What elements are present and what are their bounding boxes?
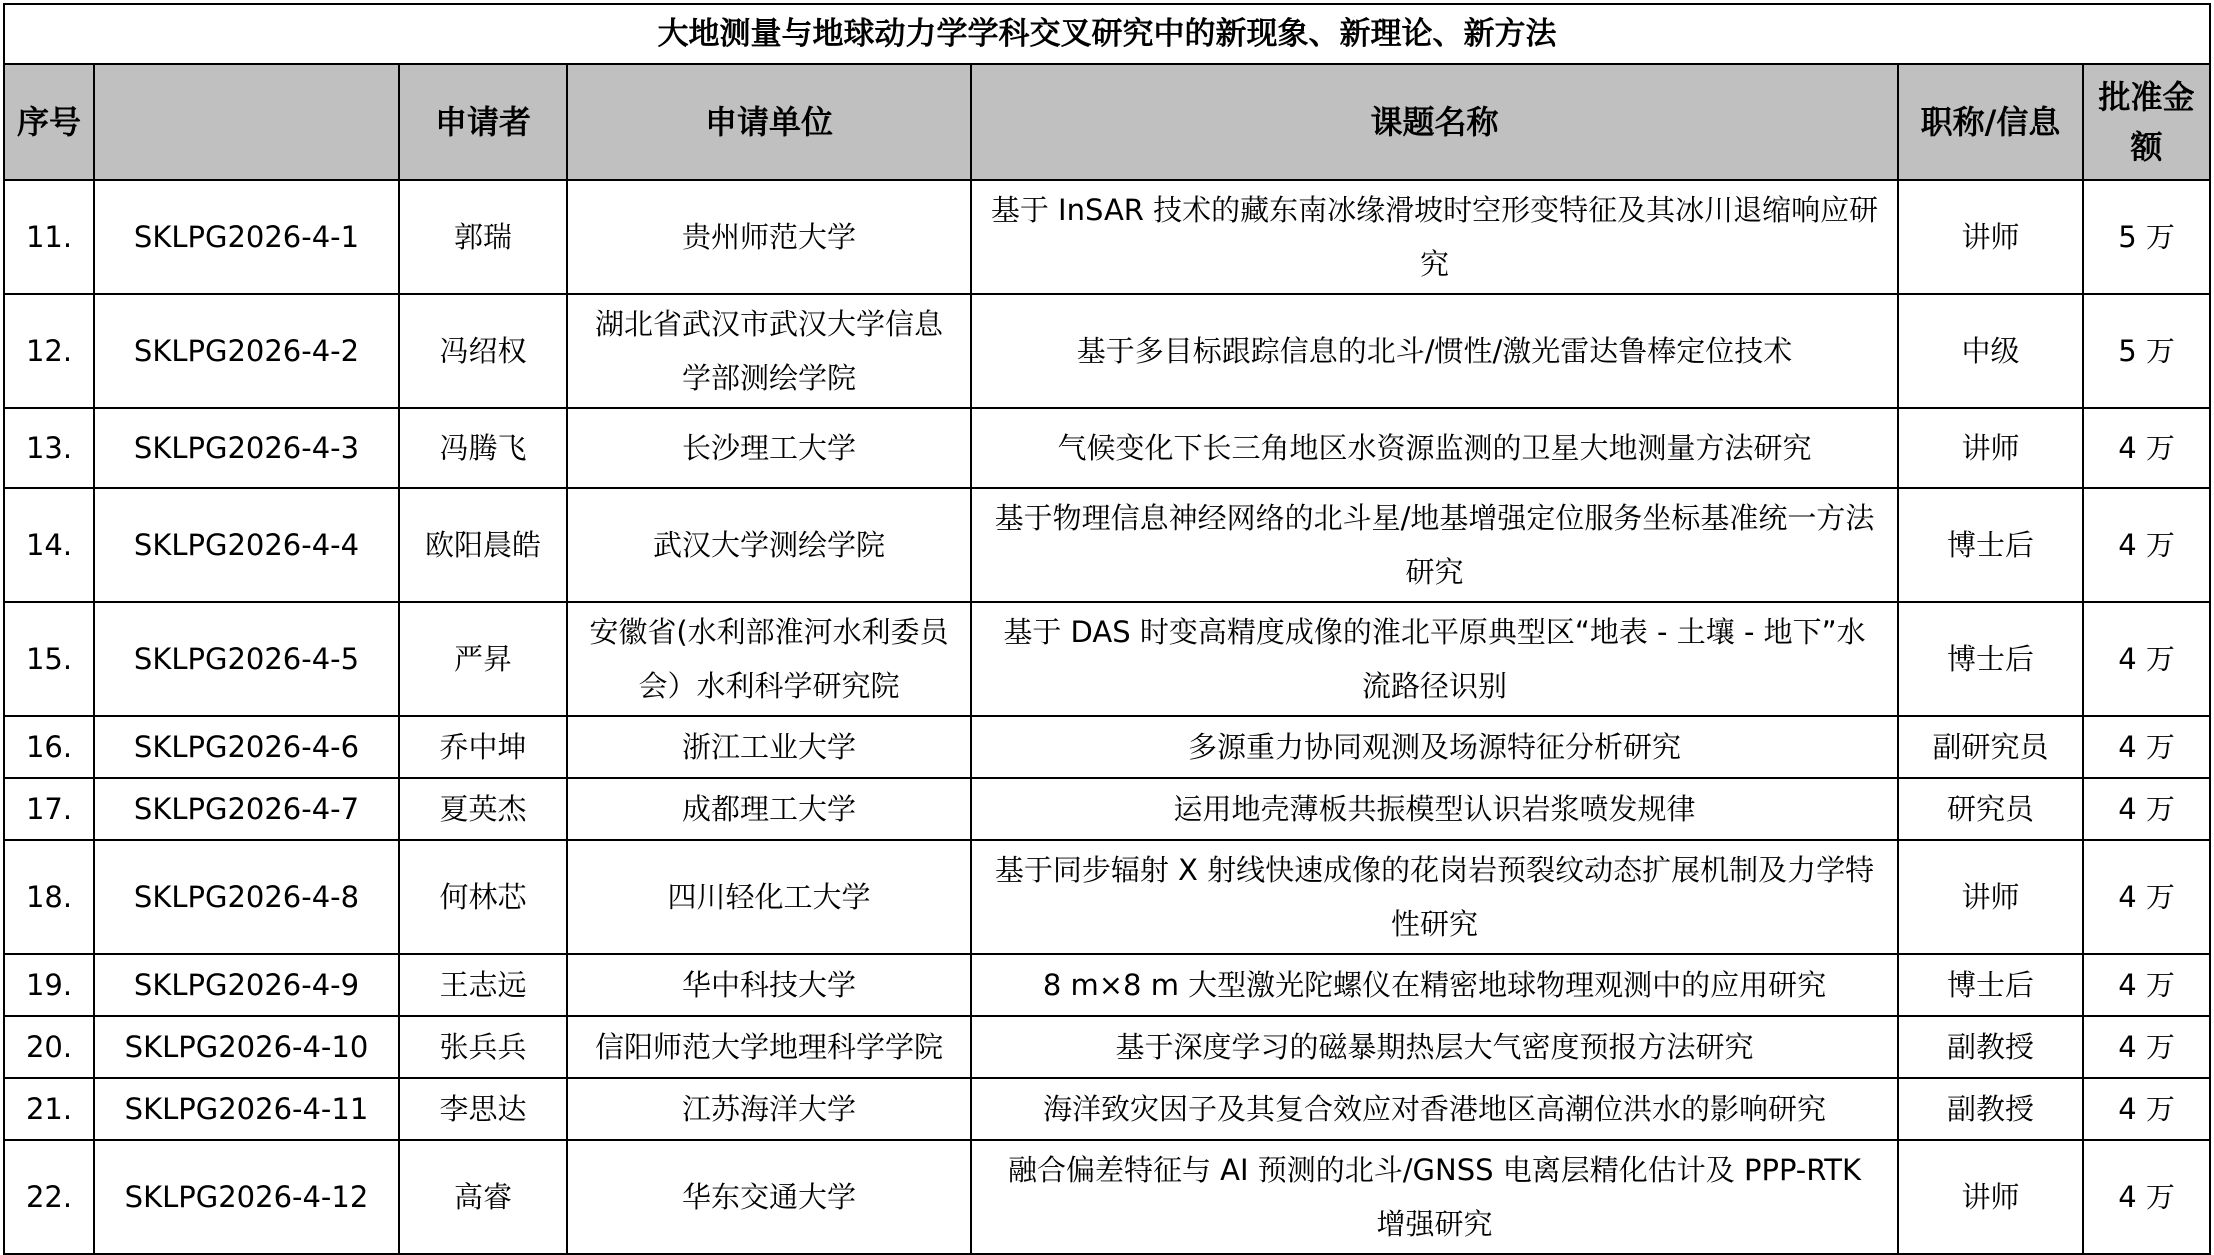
cell-unit: 贵州师范大学 — [567, 180, 971, 294]
cell-title-info: 博士后 — [1898, 488, 2083, 602]
cell-seq: 17. — [4, 778, 94, 840]
cell-unit: 长沙理工大学 — [567, 408, 971, 488]
cell-topic: 基于深度学习的磁暴期热层大气密度预报方法研究 — [971, 1016, 1898, 1078]
cell-seq: 18. — [4, 840, 94, 954]
table-row — [4, 716, 2210, 778]
cell-title-info: 讲师 — [1898, 408, 2083, 488]
table-row — [4, 1016, 2210, 1078]
cell-unit: 武汉大学测绘学院 — [567, 488, 971, 602]
cell-amount: 5 万 — [2083, 294, 2210, 408]
cell-code: SKLPG2026-4-3 — [94, 408, 399, 488]
cell-applicant: 郭瑞 — [399, 180, 567, 294]
cell-code: SKLPG2026-4-9 — [94, 954, 399, 1016]
cell-applicant: 高睿 — [399, 1140, 567, 1254]
cell-unit: 安徽省(水利部淮河水利委员会）水利科学研究院 — [567, 602, 971, 716]
header-title-info: 职称/信息 — [1898, 64, 2083, 180]
cell-topic: 基于物理信息神经网络的北斗星/地基增强定位服务坐标基准统一方法研究 — [971, 488, 1898, 602]
cell-unit: 湖北省武汉市武汉大学信息学部测绘学院 — [567, 294, 971, 408]
table-row — [4, 602, 2210, 716]
cell-amount: 4 万 — [2083, 778, 2210, 840]
cell-seq: 19. — [4, 954, 94, 1016]
cell-seq: 20. — [4, 1016, 94, 1078]
table-row — [4, 840, 2210, 954]
cell-amount: 4 万 — [2083, 840, 2210, 954]
table-row — [4, 488, 2210, 602]
cell-topic: 基于 InSAR 技术的藏东南冰缘滑坡时空形变特征及其冰川退缩响应研究 — [971, 180, 1898, 294]
table-title: 大地测量与地球动力学学科交叉研究中的新现象、新理论、新方法 — [4, 4, 2210, 64]
cell-unit: 江苏海洋大学 — [567, 1078, 971, 1140]
cell-code: SKLPG2026-4-11 — [94, 1078, 399, 1140]
cell-topic: 基于同步辐射 X 射线快速成像的花岗岩预裂纹动态扩展机制及力学特性研究 — [971, 840, 1898, 954]
cell-amount: 4 万 — [2083, 716, 2210, 778]
cell-seq: 14. — [4, 488, 94, 602]
cell-applicant: 李思达 — [399, 1078, 567, 1140]
cell-title-info: 讲师 — [1898, 1140, 2083, 1254]
cell-code: SKLPG2026-4-10 — [94, 1016, 399, 1078]
cell-unit: 华东交通大学 — [567, 1140, 971, 1254]
cell-applicant: 严昇 — [399, 602, 567, 716]
cell-code: SKLPG2026-4-12 — [94, 1140, 399, 1254]
cell-applicant: 冯腾飞 — [399, 408, 567, 488]
cell-seq: 15. — [4, 602, 94, 716]
cell-title-info: 研究员 — [1898, 778, 2083, 840]
title-row — [4, 4, 2210, 64]
cell-title-info: 中级 — [1898, 294, 2083, 408]
cell-unit: 信阳师范大学地理科学学院 — [567, 1016, 971, 1078]
cell-topic: 海洋致灾因子及其复合效应对香港地区高潮位洪水的影响研究 — [971, 1078, 1898, 1140]
cell-amount: 4 万 — [2083, 1078, 2210, 1140]
cell-topic: 气候变化下长三角地区水资源监测的卫星大地测量方法研究 — [971, 408, 1898, 488]
cell-title-info: 讲师 — [1898, 840, 2083, 954]
cell-applicant: 冯绍权 — [399, 294, 567, 408]
cell-seq: 13. — [4, 408, 94, 488]
project-table — [3, 3, 2211, 1255]
header-topic: 课题名称 — [971, 64, 1898, 180]
cell-title-info: 博士后 — [1898, 954, 2083, 1016]
table-row — [4, 1140, 2210, 1254]
cell-amount: 4 万 — [2083, 488, 2210, 602]
cell-unit: 华中科技大学 — [567, 954, 971, 1016]
cell-topic: 多源重力协同观测及场源特征分析研究 — [971, 716, 1898, 778]
cell-applicant: 王志远 — [399, 954, 567, 1016]
table-row — [4, 180, 2210, 294]
cell-seq: 11. — [4, 180, 94, 294]
cell-title-info: 副研究员 — [1898, 716, 2083, 778]
header-row — [4, 64, 2210, 180]
cell-amount: 4 万 — [2083, 1140, 2210, 1254]
cell-applicant: 张兵兵 — [399, 1016, 567, 1078]
cell-code: SKLPG2026-4-6 — [94, 716, 399, 778]
table-row — [4, 294, 2210, 408]
table-row — [4, 1078, 2210, 1140]
cell-unit: 四川轻化工大学 — [567, 840, 971, 954]
table-row — [4, 408, 2210, 488]
cell-amount: 4 万 — [2083, 954, 2210, 1016]
cell-seq: 21. — [4, 1078, 94, 1140]
cell-applicant: 欧阳晨皓 — [399, 488, 567, 602]
cell-amount: 5 万 — [2083, 180, 2210, 294]
cell-amount: 4 万 — [2083, 602, 2210, 716]
header-unit: 申请单位 — [567, 64, 971, 180]
cell-amount: 4 万 — [2083, 1016, 2210, 1078]
cell-unit: 成都理工大学 — [567, 778, 971, 840]
table-row — [4, 954, 2210, 1016]
cell-applicant: 夏英杰 — [399, 778, 567, 840]
cell-code: SKLPG2026-4-5 — [94, 602, 399, 716]
cell-applicant: 何林芯 — [399, 840, 567, 954]
cell-title-info: 副教授 — [1898, 1016, 2083, 1078]
cell-code: SKLPG2026-4-2 — [94, 294, 399, 408]
header-seq: 序号 — [4, 64, 94, 180]
header-code — [94, 64, 399, 180]
cell-topic: 8 m×8 m 大型激光陀螺仪在精密地球物理观测中的应用研究 — [971, 954, 1898, 1016]
header-applicant: 申请者 — [399, 64, 567, 180]
cell-unit: 浙江工业大学 — [567, 716, 971, 778]
header-amount: 批准金额 — [2083, 64, 2210, 180]
cell-code: SKLPG2026-4-4 — [94, 488, 399, 602]
cell-topic: 基于多目标跟踪信息的北斗/惯性/激光雷达鲁棒定位技术 — [971, 294, 1898, 408]
cell-code: SKLPG2026-4-8 — [94, 840, 399, 954]
cell-applicant: 乔中坤 — [399, 716, 567, 778]
cell-code: SKLPG2026-4-7 — [94, 778, 399, 840]
cell-title-info: 讲师 — [1898, 180, 2083, 294]
cell-seq: 16. — [4, 716, 94, 778]
cell-code: SKLPG2026-4-1 — [94, 180, 399, 294]
cell-title-info: 副教授 — [1898, 1078, 2083, 1140]
cell-topic: 运用地壳薄板共振模型认识岩浆喷发规律 — [971, 778, 1898, 840]
cell-seq: 22. — [4, 1140, 94, 1254]
cell-seq: 12. — [4, 294, 94, 408]
table-row — [4, 778, 2210, 840]
cell-topic: 融合偏差特征与 AI 预测的北斗/GNSS 电离层精化估计及 PPP-RTK 增强研究 — [971, 1140, 1898, 1254]
cell-topic: 基于 DAS 时变高精度成像的淮北平原典型区“地表 - 土壤 - 地下”水流路径识别 — [971, 602, 1898, 716]
cell-title-info: 博士后 — [1898, 602, 2083, 716]
cell-amount: 4 万 — [2083, 408, 2210, 488]
